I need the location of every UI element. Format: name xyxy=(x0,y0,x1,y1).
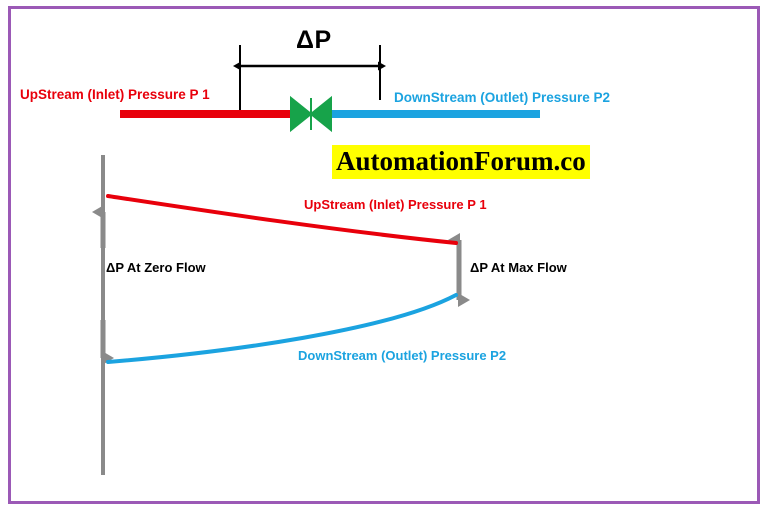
downstream-pressure-label-top: DownStream (Outlet) Pressure P2 xyxy=(394,90,611,105)
watermark-label: AutomationForum.co xyxy=(332,145,590,179)
upstream-pressure-label-curve: UpStream (Inlet) Pressure P 1 xyxy=(304,197,487,212)
dp-max-flow-label: ΔP At Max Flow xyxy=(470,260,567,275)
upstream-pressure-label-top: UpStream (Inlet) Pressure P 1 xyxy=(20,87,210,102)
downstream-pressure-label-curve: DownStream (Outlet) Pressure P2 xyxy=(298,348,507,363)
dp-zero-flow-label: ΔP At Zero Flow xyxy=(106,260,206,275)
dp-title-label: ΔP xyxy=(296,26,332,54)
butterfly-valve-icon xyxy=(291,98,331,130)
